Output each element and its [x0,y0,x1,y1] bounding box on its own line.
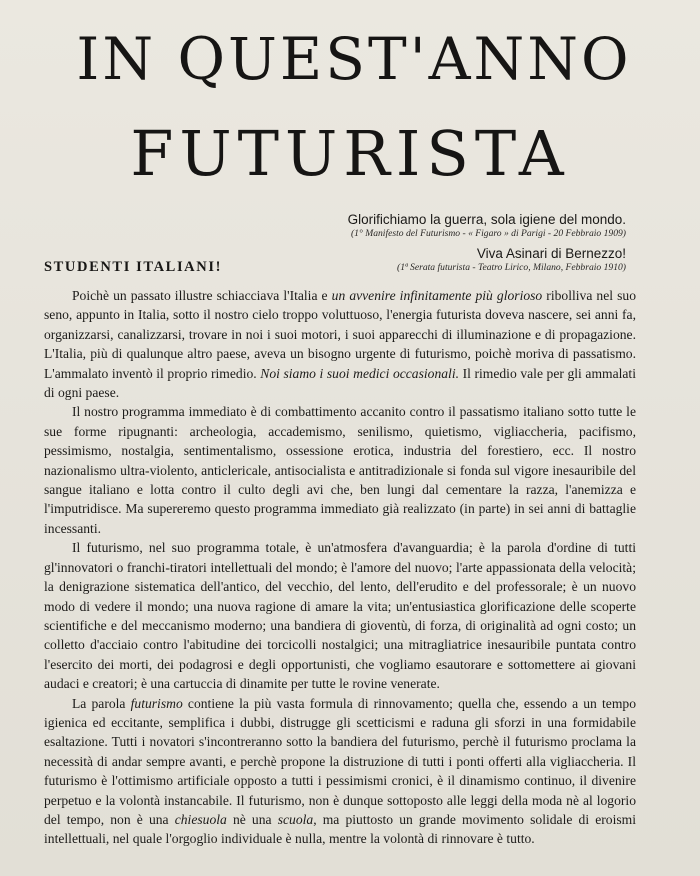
paragraph [44,694,636,849]
italic-run: Noi siamo i suoi medici occasionali. [260,365,460,381]
italic-run: scuola [277,811,314,827]
motto-1 [348,212,626,240]
motto-2 [397,246,626,274]
motto-text: Glorifichiamo la guerra, sola igiene del mondo. [347,212,626,227]
motto-source: (1° Manifesto del Futurismo - « Figaro » di Parigi - 20 Febbraio 1909) [350,228,626,239]
title-line-1: IN QUEST'ANNO [76,25,632,93]
text-run: ribolliva nel suo seno, appunto in Italia, sotto il nostro cielo troppo voluttuoso, l'energia futurista doveva nascere, sei anni fa, organizzarsi, canalizzarsi, trovare in noi i suoi motori, i suoi apparecchi di illuminazione e di propagazione. L'Italia, più di qualunque altro paese, aveva un bisogno urgente di futurismo, poichè moriva di passatismo. L'ammalato inventò il proprio rimedio. [44,288,636,381]
paragraph [44,286,636,402]
text-run: La parola [72,695,131,711]
title-line-2: FUTURISTA [130,117,570,190]
motto-text: Viva Asinari di Bernezzo! [476,246,626,261]
motto-source: (1ª Serata futurista - Teatro Lirico, Milano, Febbraio 1910) [397,262,626,273]
paragraph [44,402,636,538]
text-run: Il rimedio vale per gli ammalati di ogni paese. [44,365,636,401]
body-text [44,286,636,849]
text-run: Il futurismo, nel suo programma totale, è un'atmosfera d'avanguardia; è la parola d'ordine di tutti gl'innovatori o franchi-tiratori intellettuali del mondo; è l'amore del nuovo; l'arte appassionata della velocità; la denigrazione sistematica dell'antico, del vecchio, del lento, dell'erudito e del professorale; è un nuovo modo di vedere il mondo; una nuova ragione di amare la vita; un'entusiastica glorificazione delle scoperte scientifiche e del meccanismo moderno; una bandiera di gioventù, di forza, di originalità ad ogni costo; un colletto d'acciaio contro l'abitudine dei torcicolli nostalgici; una mitragliatrice inesauribile puntata contro l'esercito dei morti, dei podagrosi e degli opportunisti, che vogliamo esautorare e sottomettere ai giovani audaci e creatori; è una cartuccia di dinamite per tutte le rovine venerate. [44,540,636,692]
text-run: nè una [226,811,278,827]
text-run: Poichè un passato illustre schiacciava l'Italia e [72,288,332,303]
italic-run: un avvenire infinitamente più glorioso [331,288,543,303]
text-run: , ma piuttosto un grande movimento solidale di eroismi intellettuali, nel quale l'orgoglio individuale è nulla, mentre la volontà di rinnovare è tutto. [44,811,637,847]
text-run: contiene la più vasta formula di rinnovamento; quella che, essendo a un tempo igienica ed eccitante, semplifica i dubbi, distrugge gli scetticismi e raduna gli sforzi in una formidabile esaltazione. Tutti i novatori s'incontreranno sotto la bandiera del futurismo, perchè il futurismo proclama la necessità di andar sempre avanti, e perchè propone la distruzione di tutti i ponti offerti alla vigliaccheria. Il futurismo è l'ottimismo artificiale opposto a tutti i pessimismi cronici, è il dinamismo continuo, il divenire perpetuo e la volontà instancabile. Il futurismo, non è dunque sottoposto alle leggi della moda nè al logorio del tempo, non è una [44,695,636,827]
text-run: Il nostro programma immediato è di combattimento accanito contro il passatismo italiano sotto tutte le sue forme ripugnanti: archeologia, accademismo, senilismo, quietismo, vigliaccheria, pacifismo, pessimismo, nostalgia, sentimentalismo, ossessione erotica, industria del forestiero, ecc. Il nostro nazionalismo ultra-violento, anticlericale, antisocialista e antitradizionale si fonda sul vigore inesauribile del sangue italiano e lotta contro il culto degli avi che, ben lungi dal cementare la razza, l'anemizza e l'imputridisce. Ma supereremo questo programma immediato già realizzato (in parte) in sei anni di battaglie incessanti. [44,404,636,536]
section-heading: STUDENTI ITALIANI! [44,259,222,275]
italic-run: chiesuola [174,811,227,827]
italic-run: futurismo [130,695,183,711]
paragraph [44,538,636,693]
